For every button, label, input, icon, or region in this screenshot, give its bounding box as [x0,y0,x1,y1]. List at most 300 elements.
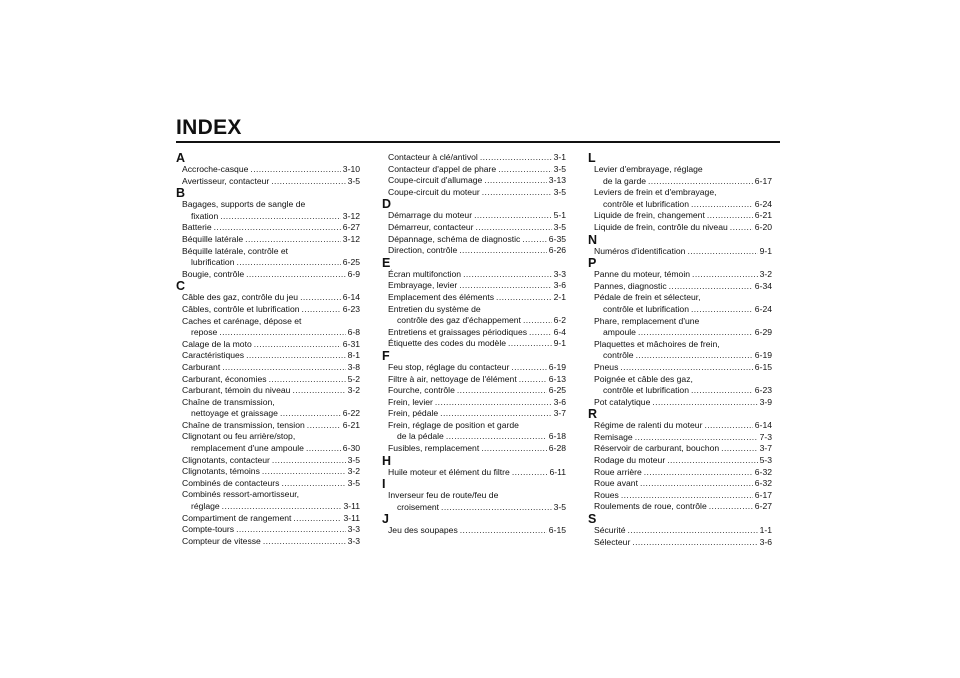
index-entry [588,374,772,397]
page-reference: 6-25 [548,385,566,396]
index-entry-text: Combinés ressort-amortisseur, [182,489,300,500]
title-rule [176,141,780,143]
index-entry-text: Feu stop, réglage du contacteur [388,361,510,372]
index-entry-text: remplacement d'une ampoule [191,443,304,454]
page-reference: 6-18 [548,431,566,442]
section-letter: R [588,407,598,422]
section-letter: A [176,151,186,165]
dot-leader [496,292,552,304]
index-entry-text: de la garde [603,175,647,186]
index-entry-text: contrôle des gaz d'échappement [397,315,521,326]
dot-leader [704,420,752,432]
index-entry [382,362,566,374]
index-entry [382,234,566,246]
index-entry [382,397,566,409]
index-entry-text: Pot catalytique [594,396,651,407]
dot-leader [691,304,753,316]
index-entry [588,490,772,502]
dot-leader [638,327,753,339]
dot-leader [519,374,547,386]
index-entry [382,327,566,339]
index-entry-text: Phare, remplacement d'une [594,315,700,326]
dot-leader [222,362,345,374]
page-reference: 6-26 [548,245,566,256]
index-entry-text: Inverseur feu de route/feu de [388,490,499,501]
page-reference: 6-29 [754,327,772,338]
page-reference: 3-12 [342,210,360,221]
dot-leader [236,257,340,269]
dot-leader [476,222,552,234]
page-reference: 7-3 [759,431,772,442]
index-entry-text: Câble des gaz, contrôle du jeu [182,292,299,303]
index-entry [588,397,772,409]
index-entry [382,269,566,281]
dot-leader [302,304,341,316]
page-reference: 8-1 [347,350,360,361]
page-reference: 3-6 [759,536,772,547]
page-reference: 3-11 [343,501,360,512]
index-entry [176,466,360,478]
index-entry [176,246,360,269]
index-entry-text: Emplacement des éléments [388,291,495,302]
page-reference: 5-2 [347,373,360,384]
index-entry-text: Démarrage du moteur [388,210,473,221]
index-entry [588,420,772,432]
index-entry [588,478,772,490]
index-entry-text: Contacteur à clé/antivol [388,152,478,162]
dot-leader [293,513,341,525]
dot-leader [512,467,548,479]
section-letter: I [382,477,386,492]
index-entry-text: Huile moteur et élément du filtre [388,466,510,477]
index-entry [176,397,360,420]
index-entry [176,350,360,362]
index-entry [176,524,360,536]
dot-leader [254,339,341,351]
dot-leader [635,432,758,444]
dot-leader [628,525,758,537]
dot-leader [441,502,552,514]
index-entry [382,467,566,479]
index-entry-text: Régime de ralenti du moteur [594,420,703,431]
index-entry [176,489,360,512]
index-entry [176,292,360,304]
index-entry-text: Pneus [594,361,619,372]
index-entry [176,176,360,188]
page-reference: 9-1 [553,338,566,349]
index-entry-text: Écran multifonction [388,268,462,279]
index-entry-text: Coupe-circuit du moteur [388,186,480,197]
page-reference: 3-13 [548,175,566,186]
index-entry [588,292,772,315]
index-entry-text: Caractéristiques [182,350,245,361]
index-entry-text: Embrayage, levier [388,280,458,291]
index-entry [588,222,772,234]
dot-leader [281,478,345,490]
dot-leader [446,431,547,443]
dot-leader [508,338,552,350]
section-letter: F [382,348,390,363]
page-reference: 3-7 [759,443,772,454]
section-letter: J [382,512,389,527]
page-reference: 6-14 [342,292,360,303]
page-reference: 6-35 [548,233,566,244]
dot-leader [687,246,757,258]
index-entry-text: Sélecteur [594,536,631,547]
index-entry [588,164,772,187]
page-reference: 3-2 [759,269,772,280]
page-reference: 3-5 [347,454,360,465]
dot-leader [644,467,753,479]
page-reference: 3-5 [553,221,566,232]
index-entry-text: Carburant [182,361,221,372]
dot-leader [440,408,551,420]
index-entry-text: Béquille latérale, contrôle et [182,245,289,256]
index-entry-text: Étiquette des codes du modèle [388,338,507,349]
section-letter: L [588,151,596,165]
dot-leader [222,501,342,513]
index-entry [176,199,360,222]
index-entry [382,304,566,327]
index-entry-text: Pannes, diagnostic [594,280,667,291]
page-reference: 6-34 [754,280,772,291]
index-entry-text: Chaîne de transmission, [182,396,275,407]
dot-leader [245,234,341,246]
index-entry [382,443,566,455]
page-reference: 6-32 [754,478,772,489]
page-reference: 2-1 [553,291,566,302]
page-reference: 5-3 [759,455,772,466]
page-reference: 6-13 [548,373,566,384]
page-reference: 1-1 [759,525,772,536]
page-reference: 3-8 [347,361,360,372]
dot-leader [481,443,547,455]
dot-leader [271,176,345,188]
section-letter: B [176,186,186,201]
page-reference: 3-2 [347,466,360,477]
dot-leader [511,362,546,374]
page-reference: 6-19 [548,361,566,372]
dot-leader [691,199,753,211]
dot-leader [691,385,753,397]
index-entry [176,536,360,548]
index-entry-text: Bagages, supports de sangle de [182,199,306,210]
index-entry [588,443,772,455]
index-entry-text: Coupe-circuit d'allumage [388,175,483,186]
page-reference: 3-6 [553,396,566,407]
index-entry [176,385,360,397]
index-entry-text: Liquide de frein, changement [594,210,705,221]
page-reference: 3-10 [342,164,360,174]
dot-leader [523,315,552,327]
index-entry-text: Béquille latérale [182,233,244,244]
index-entry-text: Clignotant ou feu arrière/stop, [182,431,296,442]
index-entry-text: Chaîne de transmission, tension [182,419,305,430]
dot-leader [307,420,341,432]
index-entry [588,525,772,537]
dot-leader [263,536,346,548]
index-entry-text: contrôle et lubrification [603,385,689,396]
dot-leader [269,374,346,386]
page-reference: 6-25 [342,257,360,268]
index-entry [588,210,772,222]
index-entry-text: Contacteur d'appel de phare [388,163,497,174]
index-entry-text: Levier d'embrayage, réglage [594,164,703,174]
index-entry-text: Panne du moteur, témoin [594,269,691,280]
index-entry-text: Liquide de frein, contrôle du niveau [594,221,728,232]
dot-leader [621,490,753,502]
index-entry [382,164,566,176]
dot-leader [214,222,341,234]
page-reference: 3-11 [343,512,360,523]
index-entry [382,210,566,222]
index-entry [588,537,772,549]
dot-leader [707,210,753,222]
index-entry-text: Roues [594,489,619,500]
page-reference: 6-24 [754,303,772,314]
page-reference: 3-3 [347,524,360,535]
dot-leader [463,269,551,281]
dot-leader [529,327,552,339]
index-entry [588,187,772,210]
dot-leader [474,210,552,222]
page-reference: 3-5 [553,163,566,174]
dot-leader [246,350,345,362]
page-reference: 3-1 [553,152,566,162]
index-entry [176,478,360,490]
page-reference: 6-32 [754,466,772,477]
index-column-3 [588,152,772,548]
index-entry [382,420,566,443]
dot-leader [280,408,341,420]
page-reference: 6-17 [754,489,772,500]
index-entry-text: Dépannage, schéma de diagnostic [388,233,521,244]
dot-leader [219,327,345,339]
index-entry [382,385,566,397]
index-entry-text: Fourche, contrôle [388,385,455,396]
index-entry-text: Roulements de roue, contrôle [594,501,707,512]
page-reference: 6-8 [347,327,360,338]
page-reference: 6-27 [754,501,772,512]
dot-leader [460,525,547,537]
section-letter: C [176,279,186,294]
dot-leader [272,455,346,467]
index-entry [176,222,360,234]
index-entry [588,501,772,513]
page-reference: 3-5 [553,501,566,512]
section-letter: E [382,255,391,270]
dot-leader [457,385,547,397]
index-entry-text: Compartiment de rangement [182,512,292,523]
dot-leader [648,176,753,188]
index-entry-text: Carburant, témoin du niveau [182,385,291,396]
index-entry-text: Rodage du moteur [594,455,666,466]
index-entry-text: Remisage [594,431,633,442]
dot-leader [721,443,757,455]
index-entry [176,431,360,454]
page-reference: 6-27 [342,222,360,233]
page-reference: 3-5 [347,477,360,488]
index-entry [382,338,566,350]
page-reference: 6-28 [548,443,566,454]
section-letter: N [588,232,598,247]
dot-leader [620,362,752,374]
index-entry [382,525,566,537]
index-entry-text: Numéros d'identification [594,245,686,256]
dot-leader [292,385,345,397]
dot-leader [730,222,753,234]
index-entry-text: Entretiens et graissages périodiques [388,326,528,337]
page-reference: 6-19 [754,350,772,361]
index-entry [176,316,360,339]
index-entry [382,245,566,257]
index-entry-text: réglage [191,501,220,512]
index-entry-text: de la pédale [397,431,444,442]
index-entry-text: repose [191,327,218,338]
page-reference: 6-9 [347,268,360,279]
index-entry-text: Pédale de frein et sélecteur, [594,292,701,303]
index-entry-text: Fusibles, remplacement [388,443,480,454]
page-reference: 3-5 [553,186,566,197]
index-entry [382,187,566,199]
index-entry [382,408,566,420]
index-entry-text: Leviers de frein et d'embrayage, [594,187,717,198]
dot-leader [250,164,340,176]
page-reference: 3-3 [553,268,566,279]
dot-leader [667,455,757,467]
index-entry-text: Clignotants, témoins [182,466,260,477]
index-entry-text: contrôle et lubrification [603,198,689,209]
dot-leader [522,234,546,246]
section-letter: H [382,453,392,468]
page-reference: 6-11 [549,466,566,477]
dot-leader [636,350,753,362]
index-entry [588,467,772,479]
dot-leader [480,152,552,164]
index-entry [176,374,360,386]
page-title: INDEX [176,116,242,139]
page-reference: 6-21 [342,419,360,430]
index-entry [176,339,360,351]
page-reference: 6-14 [754,420,772,431]
page-reference: 9-1 [759,245,772,256]
index-entry-text: Combinés de contacteurs [182,477,280,488]
index-entry-text: Démarreur, contacteur [388,221,474,232]
page-reference: 6-17 [754,175,772,186]
dot-leader [459,245,547,257]
index-entry [382,374,566,386]
index-entry-text: contrôle et lubrification [603,303,689,314]
dot-leader [640,478,753,490]
index-entry-text: Sécurité [594,525,626,536]
page-reference: 3-7 [553,408,566,419]
page-reference: 6-20 [754,221,772,232]
index-entry-text: Câbles, contrôle et lubrification [182,303,300,314]
page-reference: 3-2 [347,385,360,396]
page-reference: 6-24 [754,198,772,209]
index-entry-text: ampoule [603,327,636,338]
index-column-1 [176,152,360,547]
index-entry [588,316,772,339]
index-entry-text: Accroche-casque [182,164,249,174]
page-reference: 6-2 [553,315,566,326]
section-letter: P [588,256,597,271]
index-entry-text: nettoyage et graissage [191,408,278,419]
index-entry [382,175,566,187]
index-entry-text: Poignée et câble des gaz, [594,373,693,384]
page-reference: 3-3 [347,535,360,546]
index-entry [382,152,566,164]
index-entry [176,513,360,525]
dot-leader [306,443,341,455]
index-entry [176,234,360,246]
dot-leader [236,524,346,536]
index-entry-text: Frein, réglage de position et garde [388,419,519,430]
page-reference: 3-9 [759,396,772,407]
dot-leader [709,501,753,513]
index-entry [176,304,360,316]
index-entry-text: Roue arrière [594,466,642,477]
page-reference: 6-30 [342,443,360,454]
dot-leader [632,537,757,549]
page-reference: 6-4 [553,326,566,337]
dot-leader [692,269,758,281]
index-entry-text: Caches et carénage, dépose et [182,315,302,326]
index-entry [588,269,772,281]
page-reference: 3-12 [342,233,360,244]
page-reference: 3-6 [553,280,566,291]
index-entry-text: Calage de la moto [182,338,252,349]
index-entry [588,432,772,444]
index-entry-text: Roue avant [594,478,638,489]
index-entry [176,164,360,176]
dot-leader [482,187,552,199]
section-letter: S [588,512,597,527]
section-letter: D [382,197,392,212]
index-entry-text: Filtre à air, nettoyage de l'élément [388,373,517,384]
page-reference: 6-23 [754,385,772,396]
index-entry [588,455,772,467]
index-entry [176,362,360,374]
index-entry-text: croisement [397,501,440,512]
index-entry-text: Plaquettes et mâchoires de frein, [594,338,720,349]
index-entry-text: Bougie, contrôle [182,268,245,279]
index-entry [382,222,566,234]
index-entry [176,420,360,432]
index-entry-text: Entretien du système de [388,303,481,314]
dot-leader [669,281,753,293]
dot-leader [435,397,552,409]
dot-leader [459,280,551,292]
index-entry [176,269,360,281]
index-column-2 [382,152,566,537]
index-entry [588,362,772,374]
index-entry-text: Direction, contrôle [388,245,458,256]
index-entry-text: fixation [191,210,219,221]
index-entry-text: Frein, levier [388,396,433,407]
index-entry-text: Batterie [182,222,212,233]
index-entry-text: Avertisseur, contacteur [182,175,270,186]
page-reference: 6-15 [548,525,566,536]
index-entry-text: Réservoir de carburant, bouchon [594,443,720,454]
page-reference: 6-15 [754,361,772,372]
page-reference: 6-23 [342,303,360,314]
index-entry-text: Compteur de vitesse [182,535,261,546]
index-entry [588,246,772,258]
index-entry-text: Clignotants, contacteur [182,454,270,465]
page-reference: 6-21 [754,210,772,221]
page-reference: 5-1 [553,210,566,221]
